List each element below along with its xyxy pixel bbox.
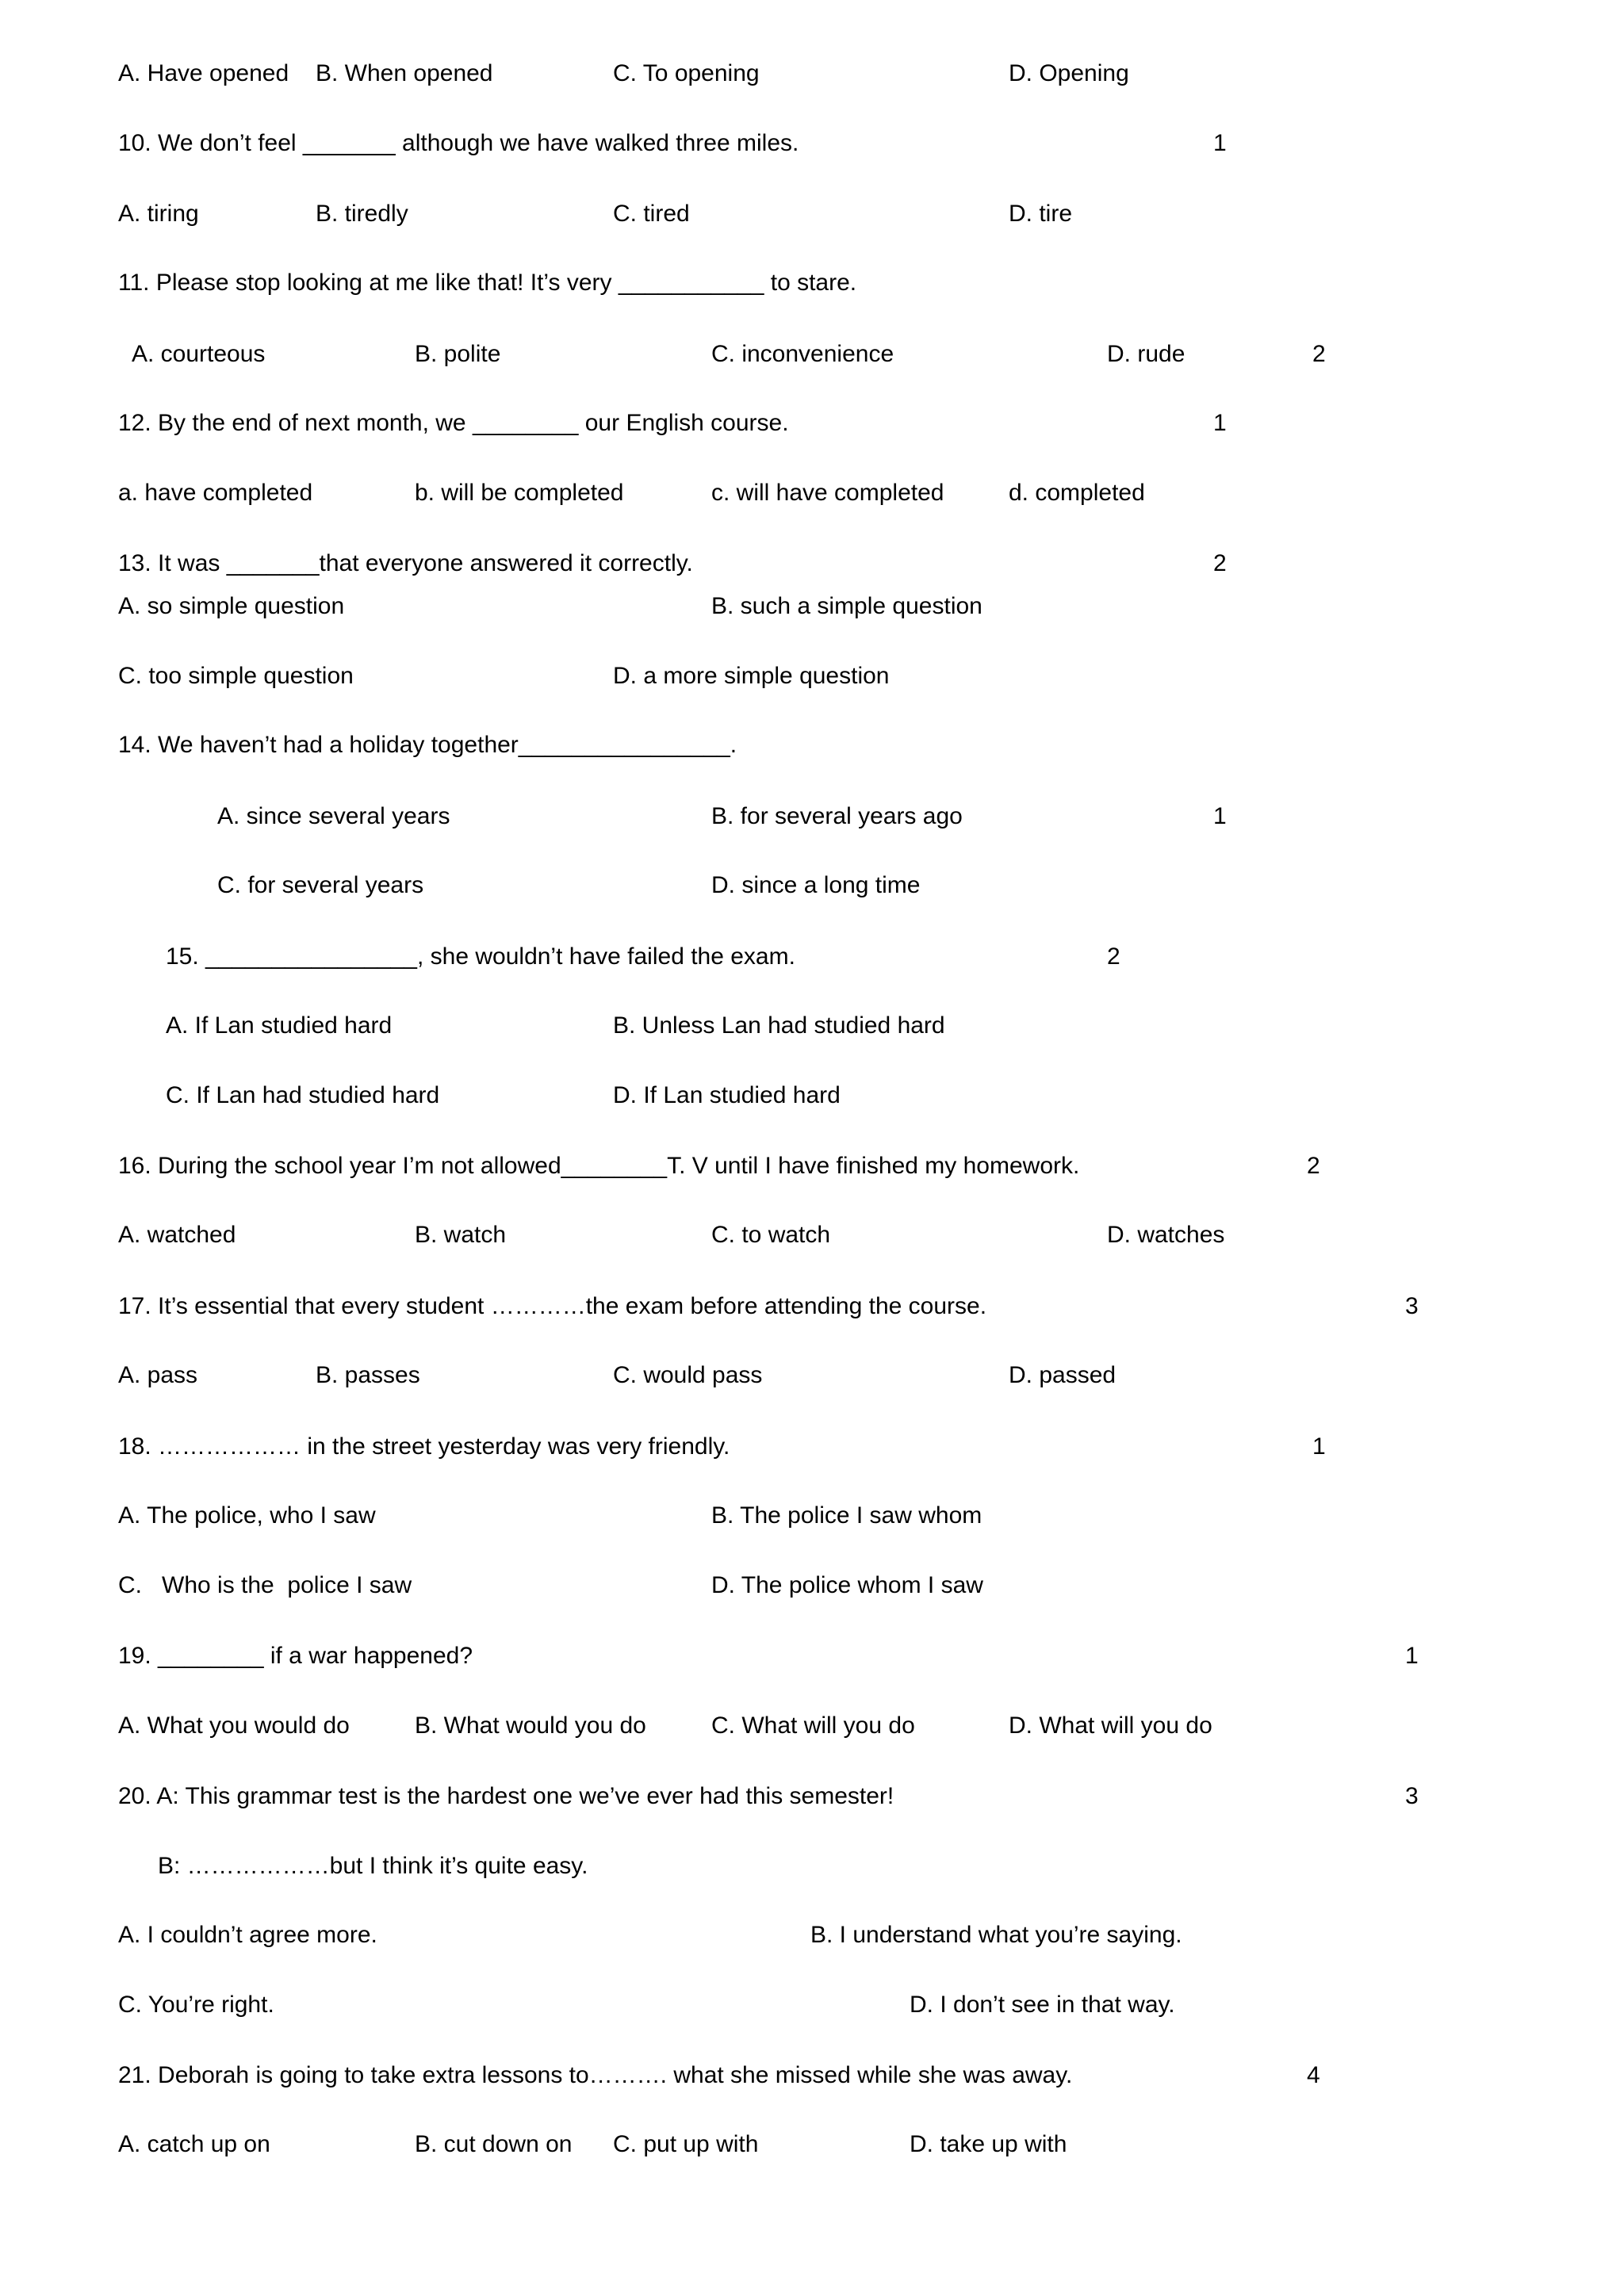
q19-option-d: D. What will you do <box>1009 1712 1212 1739</box>
q9-option-c: C. To opening <box>613 60 760 86</box>
q17-stem: 17. It’s essential that every student …………the exam before attending the course. <box>118 1293 987 1319</box>
q11-mark: 2 <box>1312 341 1326 367</box>
q14-option-d: D. since a long time <box>711 872 921 898</box>
q11-option-c: C. inconvenience <box>711 341 894 367</box>
q13-option-d: D. a more simple question <box>613 663 890 689</box>
q12-stem: 12. By the end of next month, we ________ our English course. <box>118 410 789 436</box>
q14-option-b: B. for several years ago <box>711 803 963 829</box>
q13-mark: 2 <box>1213 550 1227 576</box>
q13-stem: 13. It was _______that everyone answered it correctly. <box>118 550 693 576</box>
q11-option-d: D. rude <box>1107 341 1185 367</box>
q18-option-c: C. Who is the police I saw <box>118 1572 412 1598</box>
q17-mark: 3 <box>1405 1293 1419 1319</box>
q21-mark: 4 <box>1307 2062 1320 2088</box>
q18-option-a: A. The police, who I saw <box>118 1502 376 1529</box>
q21-stem: 21. Deborah is going to take extra lessons to………. what she missed while she was away. <box>118 2062 1073 2088</box>
q16-option-c: C. to watch <box>711 1222 831 1248</box>
q15-option-a: A. If Lan studied hard <box>166 1012 393 1039</box>
q12-mark: 1 <box>1213 410 1227 436</box>
q21-option-b: B. cut down on <box>415 2131 573 2157</box>
q20-option-c: C. You’re right. <box>118 1992 274 2018</box>
q15-option-b: B. Unless Lan had studied hard <box>613 1012 945 1039</box>
q21-option-a: A. catch up on <box>118 2131 270 2157</box>
q9-option-d: D. Opening <box>1009 60 1129 86</box>
q17-option-d: D. passed <box>1009 1362 1116 1388</box>
q14-stem: 14. We haven’t had a holiday together________________. <box>118 732 737 758</box>
q19-option-c: C. What will you do <box>711 1712 915 1739</box>
q21-option-c: C. put up with <box>613 2131 759 2157</box>
q10-stem: 10. We don’t feel _______ although we have walked three miles. <box>118 130 799 156</box>
q20-reply: B: ………………but I think it’s quite easy. <box>158 1853 588 1879</box>
q20-option-d: D. I don’t see in that way. <box>910 1992 1175 2018</box>
q13-option-a: A. so simple question <box>118 593 345 619</box>
q11-stem: 11. Please stop looking at me like that! It’s very ___________ to stare. <box>118 270 857 296</box>
q10-option-c: C. tired <box>613 201 690 227</box>
q16-stem: 16. During the school year I’m not allowed________T. V until I have finished my homework. <box>118 1153 1080 1179</box>
q18-option-d: D. The police whom I saw <box>711 1572 983 1598</box>
q16-option-d: D. watches <box>1107 1222 1225 1248</box>
q19-option-b: B. What would you do <box>415 1712 646 1739</box>
q21-option-d: D. take up with <box>910 2131 1067 2157</box>
q10-mark: 1 <box>1213 130 1227 156</box>
q18-stem: 18. ……………… in the street yesterday was very friendly. <box>118 1433 730 1460</box>
q15-mark: 2 <box>1107 943 1120 970</box>
q10-option-a: A. tiring <box>118 201 199 227</box>
q12-option-d: d. completed <box>1009 480 1145 506</box>
q19-mark: 1 <box>1405 1643 1419 1669</box>
q9-option-a: A. Have opened <box>118 60 289 86</box>
q10-option-d: D. tire <box>1009 201 1073 227</box>
q20-stem: 20. A: This grammar test is the hardest one we’ve ever had this semester! <box>118 1783 894 1809</box>
q14-option-a: A. since several years <box>217 803 450 829</box>
q10-option-b: B. tiredly <box>316 201 408 227</box>
q17-option-b: B. passes <box>316 1362 420 1388</box>
q12-option-a: a. have completed <box>118 480 313 506</box>
q15-stem: 15. ________________, she wouldn’t have failed the exam. <box>166 943 795 970</box>
q15-option-c: C. If Lan had studied hard <box>166 1082 440 1108</box>
q14-option-c: C. for several years <box>217 872 424 898</box>
q16-mark: 2 <box>1307 1153 1320 1179</box>
q19-stem: 19. ________ if a war happened? <box>118 1643 473 1669</box>
q20-option-a: A. I couldn’t agree more. <box>118 1922 377 1948</box>
q20-mark: 3 <box>1405 1783 1419 1809</box>
q15-option-d: D. If Lan studied hard <box>613 1082 841 1108</box>
q13-option-b: B. such a simple question <box>711 593 982 619</box>
q18-option-b: B. The police I saw whom <box>711 1502 982 1529</box>
q19-option-a: A. What you would do <box>118 1712 350 1739</box>
q17-option-c: C. would pass <box>613 1362 763 1388</box>
q17-option-a: A. pass <box>118 1362 198 1388</box>
q9-option-b: B. When opened <box>316 60 493 86</box>
q11-option-b: B. polite <box>415 341 501 367</box>
q18-mark: 1 <box>1312 1433 1326 1460</box>
q12-option-c: c. will have completed <box>711 480 944 506</box>
q16-option-b: B. watch <box>415 1222 507 1248</box>
q20-option-b: B. I understand what you’re saying. <box>810 1922 1182 1948</box>
q14-mark: 1 <box>1213 803 1227 829</box>
q12-option-b: b. will be completed <box>415 480 624 506</box>
q13-option-c: C. too simple question <box>118 663 354 689</box>
q16-option-a: A. watched <box>118 1222 236 1248</box>
q11-option-a: A. courteous <box>132 341 266 367</box>
